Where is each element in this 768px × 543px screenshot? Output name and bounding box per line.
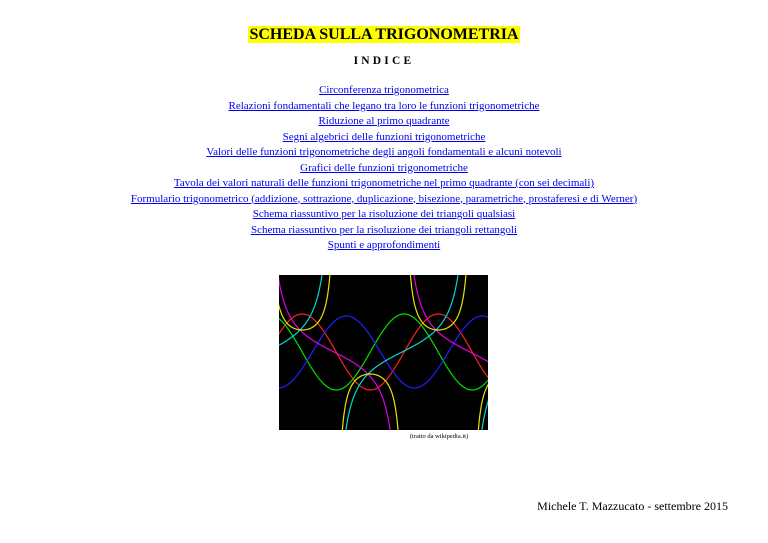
toc-item — [0, 190, 768, 206]
toc-link-riduzione[interactable]: Riduzione al primo quadrante — [318, 115, 450, 127]
toc-link-tavola[interactable]: Tavola dei valori naturali delle funzioni trigonometriche nel primo quadrante (con sei decimali) — [173, 177, 595, 189]
figure-caption-wrap — [0, 433, 768, 440]
toc-link-grafici[interactable]: Grafici delle funzioni trigonometriche — [300, 161, 468, 174]
page-title: SCHEDA SULLA TRIGONOMETRIA — [249, 26, 519, 43]
page-title-wrap — [0, 26, 768, 44]
toc-link-formulario[interactable]: Formulario trigonometrico (addizione, sottrazione, duplicazione, bisezione, parametriche, prostaferesi e di Werner) — [130, 192, 638, 205]
toc-item — [0, 97, 768, 113]
toc-link-spunti[interactable]: Spunti e approfondimenti — [327, 239, 441, 251]
toc-item — [0, 205, 768, 221]
toc-item — [0, 81, 768, 97]
toc-link-segni[interactable]: Segni algebrici delle funzioni trigonometriche — [282, 130, 486, 143]
toc-item — [0, 112, 768, 128]
tangent-curve — [345, 275, 459, 430]
toc-item — [0, 221, 768, 237]
toc-item — [0, 143, 768, 159]
cotangent-curve — [413, 275, 488, 363]
cosecant-curve — [279, 275, 331, 330]
toc-link-schema-rettangoli[interactable]: Schema riassuntivo per la risoluzione dei triangoli rettangoli — [250, 223, 518, 236]
cotangent-curve — [279, 275, 391, 430]
tangent-curve — [279, 275, 323, 346]
index-heading: INDICE — [353, 55, 415, 67]
trig-functions-figure — [279, 275, 488, 430]
toc-link-schema-qualsiasi[interactable]: Schema riassuntivo per la risoluzione dei triangoli qualsiasi — [252, 208, 516, 220]
toc-link-valori[interactable]: Valori delle funzioni trigonometriche degli angoli fondamentali e alcuni notevoli — [206, 146, 562, 158]
toc-item — [0, 236, 768, 252]
toc-link-circonferenza[interactable]: Circonferenza trigonometrica — [319, 84, 449, 96]
toc-item — [0, 159, 768, 175]
author-footer: Michele T. Mazzucato - settembre 2015 — [537, 499, 728, 513]
toc-link-relazioni[interactable]: Relazioni fondamentali che legano tra loro le funzioni trigonometriche — [228, 99, 540, 112]
figure-caption: (tratto da wikipedia.it) — [409, 433, 469, 440]
table-of-contents — [0, 81, 768, 252]
toc-item — [0, 174, 768, 190]
toc-item — [0, 128, 768, 144]
